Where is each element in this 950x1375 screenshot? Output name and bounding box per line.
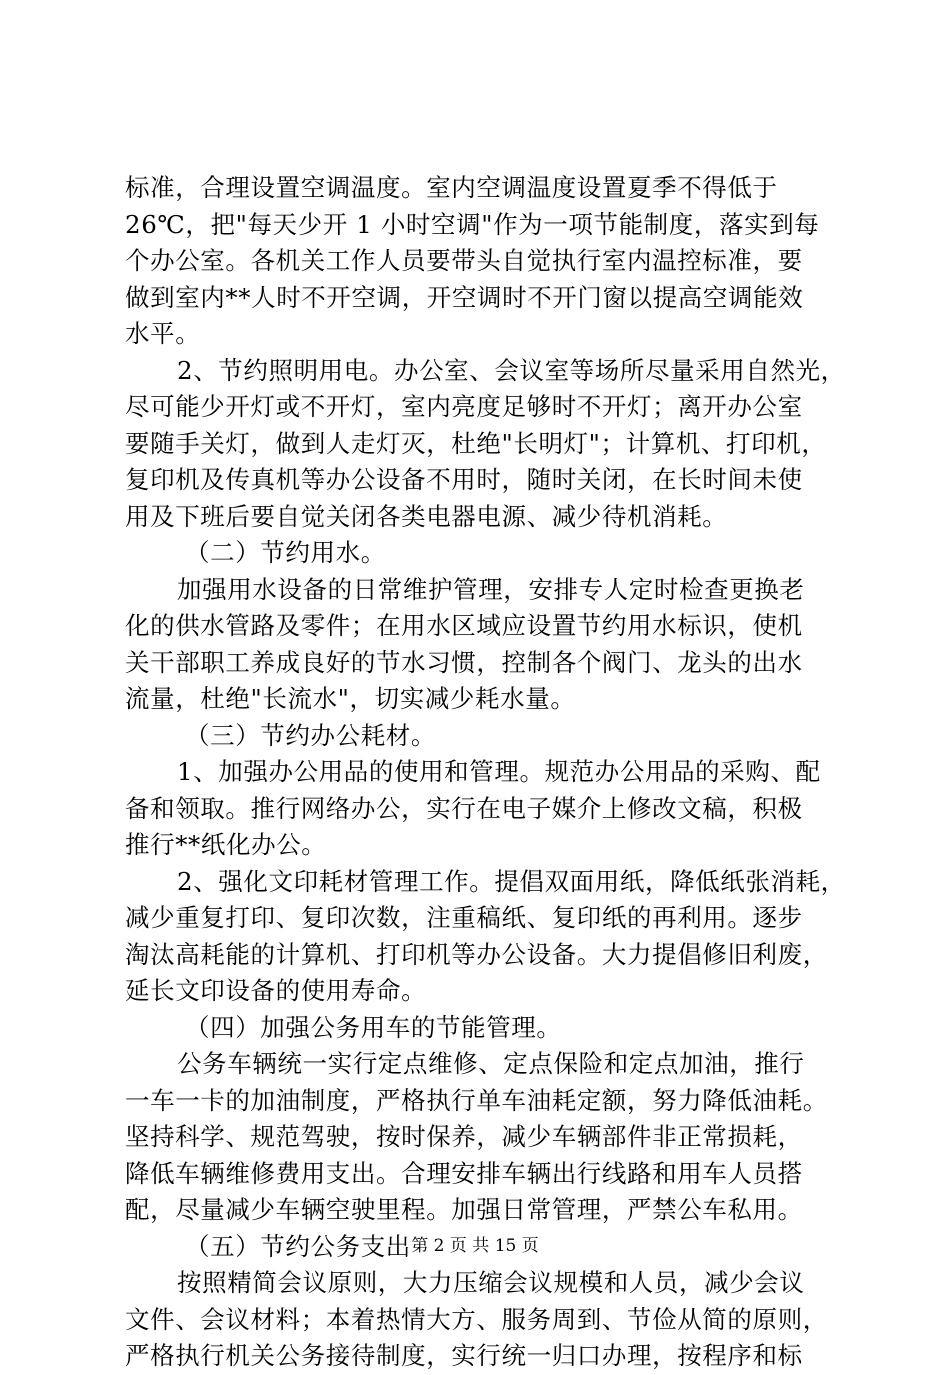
text-line: 用及下班后要自觉关闭各类电器电源、减少待机消耗。 [125, 501, 728, 531]
text-line: 坚持科学、规范驾驶，按时保养，减少车辆部件非正常损耗， [125, 1122, 803, 1151]
text-line: 做到室内**人时不开空调，开空调时不开门窗以提高空调能效 [125, 282, 804, 312]
text-line: 公务车辆统一实行定点维修、定点保险和定点加油，推行 [177, 1049, 805, 1078]
text-line: 化的供水管路及零件；在用水区域应设置节约用水标识，使机 [125, 611, 803, 640]
text-line: 1、加强办公用品的使用和管理。规范办公用品的采购、配 [177, 757, 821, 786]
text-line: 流量，杜绝"长流水"，切实减少耗水量。 [125, 684, 576, 713]
text-line: 推行**纸化办公。 [125, 830, 327, 859]
section-heading: （三）节约办公耗材。 [185, 720, 436, 750]
text-line: 复印机及传真机等办公设备不用时，随时关闭，在长时间未使 [125, 465, 803, 494]
text-line: 26℃，把"每天少开 1 小时空调"作为一项节能制度，落实到每 [125, 209, 820, 239]
text-line: 一车一卡的加油制度，严格执行单车油耗定额，努力降低油耗。 [125, 1085, 828, 1115]
text-line: 严格执行机关公务接待制度，实行统一归口办理，按程序和标 [125, 1341, 803, 1370]
text-line: 备和领取。推行网络办公，实行在电子媒介上修改文稿，积极 [125, 793, 803, 823]
text-line: 淘汰高耗能的计算机、打印机等办公设备。大力提倡修旧利废， [125, 939, 828, 969]
section-heading: （四）加强公务用车的节能管理。 [185, 1012, 562, 1042]
text-line: 2、节约照明用电。办公室、会议室等场所尽量采用自然光， [177, 355, 846, 385]
text-line: 要随手关灯，做到人走灯灭，杜绝"长明灯"；计算机、打印机， [125, 428, 827, 458]
text-line: 个办公室。各机关工作人员要带头自觉执行室内温控标准，要 [125, 246, 803, 275]
text-line: 标准，合理设置空调温度。室内空调温度设置夏季不得低于 [125, 173, 778, 202]
text-line: 水平。 [125, 319, 201, 348]
text-line: 加强用水设备的日常维护管理，安排专人定时检查更换老 [177, 574, 805, 604]
text-line: 2、强化文印耗材管理工作。提倡双面用纸，降低纸张消耗， [177, 866, 846, 896]
text-line: 尽可能少开灯或不开灯，室内亮度足够时不开灯；离开办公室 [125, 392, 803, 421]
text-line: 配，尽量减少车辆空驶里程。加强日常管理，严禁公车私用。 [125, 1195, 803, 1224]
body-text [125, 170, 845, 1375]
text-line: 延长文印设备的使用寿命。 [125, 976, 427, 1005]
page-footer: 第 2 页 共 15 页 [411, 1236, 539, 1256]
text-line: 减少重复打印、复印次数，注重稿纸、复印纸的再利用。逐步 [125, 903, 803, 932]
section-heading: （五）节约公务支出 [185, 1231, 411, 1261]
text-line: 文件、会议材料；本着热情大方、服务周到、节俭从简的原则， [125, 1304, 828, 1334]
text-line: 降低车辆维修费用支出。合理安排车辆出行线路和用车人员搭 [125, 1158, 803, 1188]
section-heading: （二）节约用水。 [185, 538, 386, 567]
text-line: 关干部职工养成良好的节水习惯，控制各个阀门、龙头的出水 [125, 647, 803, 677]
text-line: 按照精简会议原则，大力压缩会议规模和人员，减少会议 [177, 1268, 805, 1297]
